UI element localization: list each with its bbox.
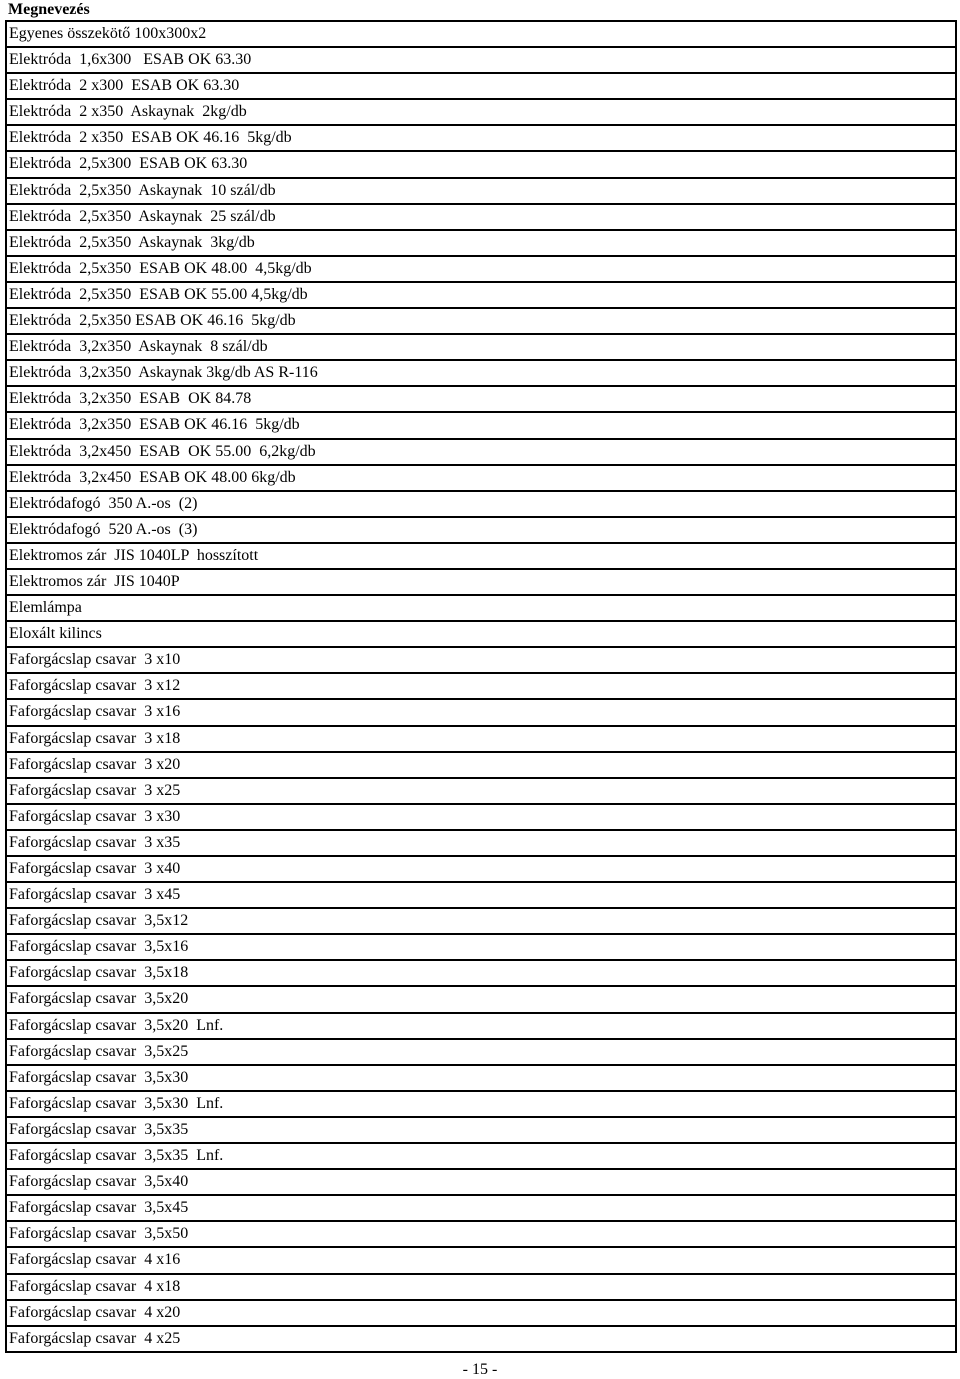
table-row: Elektróda 2,5x350 ESAB OK 46.16 5kg/db [7,309,955,335]
table-row: Elektróda 2,5x350 Askaynak 10 szál/db [7,179,955,205]
table-row: Faforgácslap csavar 3 x45 [7,883,955,909]
table-row: Elektróda 3,2x350 Askaynak 8 szál/db [7,335,955,361]
table-row: Faforgácslap csavar 3,5x16 [7,935,955,961]
table-row: Faforgácslap csavar 3,5x45 [7,1196,955,1222]
table-row: Elektróda 3,2x450 ESAB OK 55.00 6,2kg/db [7,440,955,466]
table-row: Elektródafogó 350 A.-os (2) [7,492,955,518]
table-row: Elektróda 1,6x300 ESAB OK 63.30 [7,48,955,74]
table-row: Elektródafogó 520 A.-os (3) [7,518,955,544]
table-row: Faforgácslap csavar 3,5x25 [7,1040,955,1066]
table-row: Faforgácslap csavar 3,5x35 Lnf. [7,1144,955,1170]
table-row: Faforgácslap csavar 4 x16 [7,1248,955,1274]
table-row: Faforgácslap csavar 3,5x12 [7,909,955,935]
table-row: Egyenes összekötő 100x300x2 [7,22,955,48]
table-row: Elektromos zár JIS 1040LP hosszított [7,544,955,570]
table-row: Faforgácslap csavar 4 x20 [7,1301,955,1327]
table-row: Elektróda 3,2x350 ESAB OK 84.78 [7,387,955,413]
table-row: Faforgácslap csavar 3,5x20 [7,987,955,1013]
table-row: Elemlámpa [7,596,955,622]
table-row: Elektróda 3,2x350 ESAB OK 46.16 5kg/db [7,413,955,439]
table-row: Elektróda 2 x350 ESAB OK 46.16 5kg/db [7,126,955,152]
table-row: Faforgácslap csavar 3,5x30 Lnf. [7,1092,955,1118]
table-row: Faforgácslap csavar 3,5x30 [7,1066,955,1092]
table-row: Elektróda 2,5x350 ESAB OK 48.00 4,5kg/db [7,257,955,283]
table-row: Faforgácslap csavar 3 x12 [7,674,955,700]
table-row: Faforgácslap csavar 3,5x18 [7,961,955,987]
table-row: Faforgácslap csavar 3,5x20 Lnf. [7,1014,955,1040]
table-row: Elektróda 2 x350 Askaynak 2kg/db [7,100,955,126]
table-row: Eloxált kilincs [7,622,955,648]
page-number: - 15 - [462,1361,498,1378]
table-row: Faforgácslap csavar 3 x30 [7,805,955,831]
table-row: Faforgácslap csavar 3 x18 [7,727,955,753]
table-row: Faforgácslap csavar 3,5x35 [7,1118,955,1144]
table-row: Elektróda 2,5x350 Askaynak 25 szál/db [7,205,955,231]
column-header-megnevezes: Megnevezés [8,1,90,18]
table-row: Faforgácslap csavar 3 x35 [7,831,955,857]
item-table [5,20,957,1353]
table-row: Elektróda 3,2x450 ESAB OK 48.00 6kg/db [7,466,955,492]
table-row: Faforgácslap csavar 4 x18 [7,1275,955,1301]
table-row: Faforgácslap csavar 3 x25 [7,779,955,805]
table-row: Elektróda 2,5x300 ESAB OK 63.30 [7,152,955,178]
table-row: Faforgácslap csavar 3,5x40 [7,1170,955,1196]
table-row: Faforgácslap csavar 3 x10 [7,648,955,674]
table-row: Faforgácslap csavar 3 x40 [7,857,955,883]
table-row: Elektromos zár JIS 1040P [7,570,955,596]
table-row: Elektróda 2 x300 ESAB OK 63.30 [7,74,955,100]
table-row: Faforgácslap csavar 4 x25 [7,1327,955,1353]
table-row: Faforgácslap csavar 3,5x50 [7,1222,955,1248]
table-row: Elektróda 2,5x350 Askaynak 3kg/db [7,231,955,257]
table-row: Elektróda 3,2x350 Askaynak 3kg/db AS R-116 [7,361,955,387]
table-row: Faforgácslap csavar 3 x16 [7,700,955,726]
table-row: Faforgácslap csavar 3 x20 [7,753,955,779]
table-row: Elektróda 2,5x350 ESAB OK 55.00 4,5kg/db [7,283,955,309]
